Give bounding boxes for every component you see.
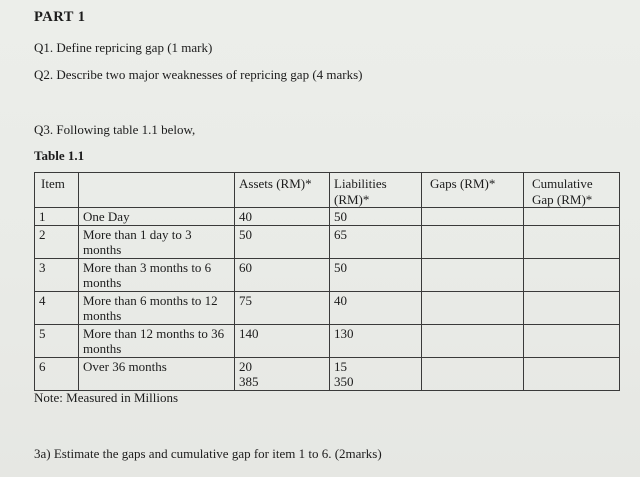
cell-description: More than 1 day to 3 months xyxy=(79,225,235,258)
cell-assets: 140 xyxy=(235,324,330,357)
cell-liabilities-value: 15 xyxy=(334,358,347,374)
cell-item: 6 xyxy=(35,357,79,390)
part-heading: PART 1 xyxy=(34,9,86,25)
cell-assets: 75 xyxy=(235,291,330,324)
cell-description: More than 6 months to 12 months xyxy=(79,291,235,324)
cell-gap xyxy=(422,208,524,226)
repricing-gap-table xyxy=(34,172,620,391)
table-title: Table 1.1 xyxy=(34,148,85,163)
cell-cumulative-gap xyxy=(524,225,620,258)
cell-cumulative-gap xyxy=(524,258,620,291)
table-header-row xyxy=(35,173,620,208)
cell-cumulative-gap xyxy=(524,357,620,390)
cell-item: 5 xyxy=(35,324,79,357)
cell-liabilities: 130 xyxy=(330,324,422,357)
cell-gap xyxy=(422,258,524,291)
header-liabilities-line2: (RM)* xyxy=(334,191,370,207)
cell-liabilities: 50 xyxy=(330,208,422,226)
cell-description: More than 12 months to 36 months xyxy=(79,324,235,357)
cell-gap xyxy=(422,324,524,357)
cell-description: Over 36 months xyxy=(79,357,235,390)
cell-liabilities: 50 xyxy=(330,258,422,291)
cell-item: 4 xyxy=(35,291,79,324)
cell-liabilities: 65 xyxy=(330,225,422,258)
table-row xyxy=(35,291,620,324)
question-2: Q2. Describe two major weaknesses of repricing gap (4 marks) xyxy=(34,67,363,82)
cell-gap xyxy=(422,291,524,324)
table-row xyxy=(35,258,620,291)
table-row xyxy=(35,357,620,390)
table-row xyxy=(35,324,620,357)
cell-assets: 50 xyxy=(235,225,330,258)
header-liabilities-line1: Liabilities xyxy=(334,176,387,191)
question-3: Q3. Following table 1.1 below, xyxy=(34,122,196,137)
liabilities-total: 350 xyxy=(334,374,354,389)
question-3a: 3a) Estimate the gaps and cumulative gap for item 1 to 6. (2marks) xyxy=(34,446,382,461)
header-liabilities xyxy=(330,173,422,208)
cell-assets: 60 xyxy=(235,258,330,291)
cell-description: One Day xyxy=(79,208,235,226)
cell-item: 1 xyxy=(35,208,79,226)
cell-cumulative-gap xyxy=(524,324,620,357)
table-row xyxy=(35,208,620,226)
question-1: Q1. Define repricing gap (1 mark) xyxy=(34,40,213,55)
header-cumulative-gap xyxy=(524,173,620,208)
cell-liabilities: 40 xyxy=(330,291,422,324)
header-assets: Assets (RM)* xyxy=(235,173,330,208)
cell-description: More than 3 months to 6 months xyxy=(79,258,235,291)
cell-assets xyxy=(235,357,330,390)
cell-cumulative-gap xyxy=(524,208,620,226)
header-cumulative-line2: Gap (RM)* xyxy=(532,191,593,207)
cell-item: 2 xyxy=(35,225,79,258)
cell-item: 3 xyxy=(35,258,79,291)
header-item: Item xyxy=(35,173,79,208)
header-gaps: Gaps (RM)* xyxy=(422,173,524,208)
cell-cumulative-gap xyxy=(524,291,620,324)
header-cumulative-line1: Cumulative xyxy=(532,176,593,191)
cell-gap xyxy=(422,357,524,390)
table-note: Note: Measured in Millions xyxy=(34,390,179,405)
assets-total: 385 xyxy=(239,374,259,389)
table-row xyxy=(35,225,620,258)
cell-assets-value: 20 xyxy=(239,358,252,374)
header-description xyxy=(79,173,235,208)
cell-assets: 40 xyxy=(235,208,330,226)
cell-gap xyxy=(422,225,524,258)
cell-liabilities xyxy=(330,357,422,390)
